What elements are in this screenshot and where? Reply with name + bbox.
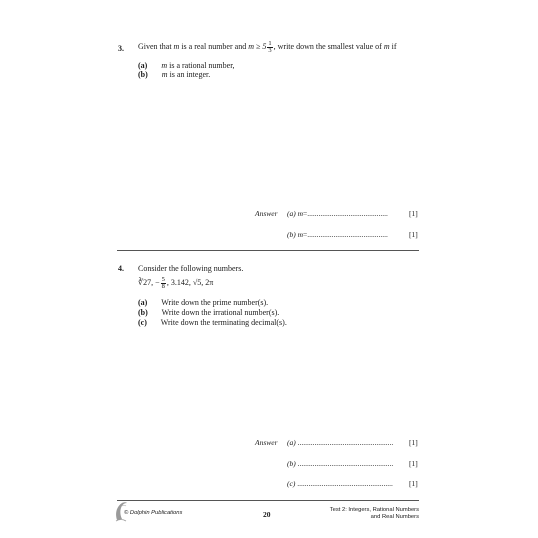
part-label: (b) (138, 70, 148, 79)
q4-mark-c: [1] (409, 479, 418, 488)
answer-label: (a) (287, 438, 296, 447)
answer-blank[interactable]: ........................................... (307, 230, 388, 239)
footer-test-title (300, 507, 419, 521)
answer-equals: = (303, 209, 308, 218)
q3-stem-text: , write down the smallest value of (273, 42, 382, 51)
list-separator: , (151, 278, 154, 287)
number-square-root: √5 (192, 278, 202, 287)
fraction-denominator: 8 (161, 282, 165, 290)
fraction-numerator: 5 (161, 275, 165, 283)
part-label: (c) (138, 318, 147, 327)
footer-publisher: © Dolphin Publications (124, 510, 183, 516)
footer-title-line: and Real Numbers (370, 514, 419, 520)
part-text: Write down the prime number(s). (161, 298, 269, 307)
minus-sign: − (155, 278, 160, 287)
part-text: is an integer. (169, 70, 211, 79)
footer-title-line: Test 2: Integers, Rational Numbers (329, 507, 419, 513)
answer-equals: = (303, 230, 308, 239)
q4-fraction (161, 277, 166, 290)
answer-variable: m (297, 230, 304, 239)
question-4-stem: Consider the following numbers. (138, 264, 244, 273)
q3-fraction (267, 41, 272, 54)
q3-stem-text: Given that (138, 42, 172, 51)
answer-label: (c) (287, 479, 296, 488)
q3-answer-b[interactable] (287, 230, 388, 239)
q3-variable: m (383, 42, 390, 51)
q3-part-a (138, 61, 235, 70)
section-divider (117, 250, 419, 251)
q3-variable: m (173, 42, 180, 51)
q3-inequality: m ≥ 5 (248, 42, 267, 51)
fraction-denominator: 3 (268, 46, 272, 54)
q4-answer-c[interactable] (287, 479, 393, 488)
answer-variable: m (297, 209, 304, 218)
number-cube-root: ∛27 (138, 278, 152, 287)
answer-blank[interactable]: ................................................... (297, 479, 393, 488)
answer-label: (a) (287, 209, 296, 218)
q4-answer-a[interactable] (287, 438, 393, 447)
number-decimal: , 3.142, (166, 278, 191, 287)
q4-mark-b: [1] (409, 459, 418, 468)
fraction-numerator: 1 (268, 39, 272, 47)
answer-label: (b) (287, 459, 296, 468)
q3-answer-word: Answer (255, 209, 278, 218)
q4-numbers-list (138, 275, 213, 291)
q3-mark-b: [1] (409, 230, 418, 239)
part-label: (a) (138, 61, 148, 70)
q3-mark-a: [1] (409, 209, 418, 218)
part-label: (b) (138, 308, 148, 317)
q4-mark-a: [1] (409, 438, 418, 447)
answer-blank[interactable]: ................................................... (297, 438, 394, 447)
q4-part-c (138, 318, 287, 327)
answer-label: (b) (287, 230, 296, 239)
q3-answer-a[interactable] (287, 209, 388, 218)
question-3-stem (138, 40, 397, 54)
question-4-number: 4. (118, 264, 124, 273)
part-variable: m (161, 70, 168, 79)
q4-part-a (138, 298, 268, 307)
part-text: Write down the terminating decimal(s). (160, 318, 287, 327)
q3-stem-text: if (391, 42, 397, 51)
answer-blank[interactable]: ........................................... (307, 209, 388, 218)
q3-part-b (138, 70, 210, 79)
part-label: (a) (138, 298, 148, 307)
question-3-number: 3. (118, 44, 124, 53)
part-variable: m (161, 61, 168, 70)
number-two-pi: , 2π (201, 278, 214, 287)
footer-divider (117, 500, 419, 501)
part-text: is a rational number, (169, 61, 235, 70)
q4-answer-word: Answer (255, 438, 278, 447)
q3-stem-text: is a real number and (181, 42, 247, 51)
answer-blank[interactable]: ................................................... (297, 459, 394, 468)
q4-part-b (138, 308, 279, 317)
part-text: Write down the irrational number(s). (161, 308, 280, 317)
page-number: 20 (263, 510, 271, 519)
q4-answer-b[interactable] (287, 459, 393, 468)
